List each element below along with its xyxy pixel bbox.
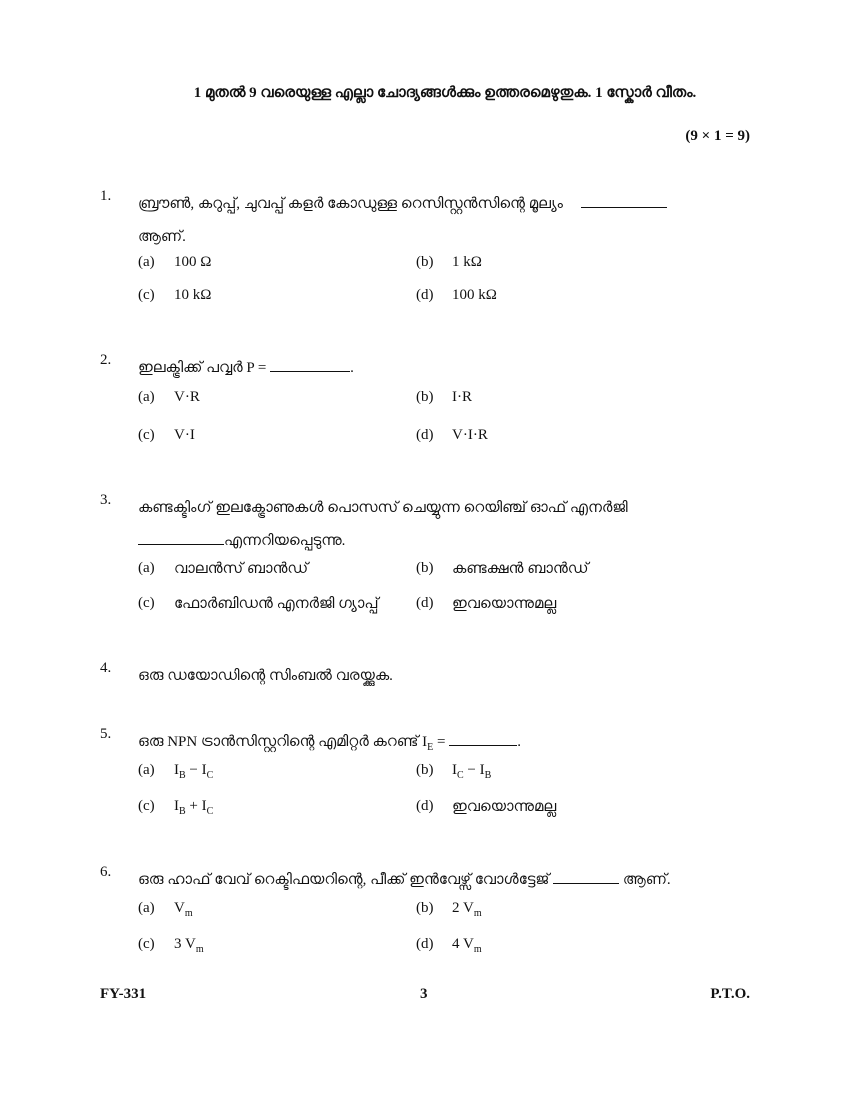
q2-option-c [138,427,195,444]
option-label: (a) [138,900,155,916]
option-text: വാലൻസ് ബാൻഡ് [174,561,309,577]
question-number: 1. [100,188,112,204]
option-label: (b) [416,254,434,270]
option-text: I·R [452,389,472,405]
option-text: 3 $V_m$ [174,936,204,955]
option-label: (b) [416,560,434,576]
answer-blank [581,195,667,208]
option-label: (a) [138,254,155,270]
option-label: (d) [416,287,434,303]
q1-option-a [138,254,211,271]
question-number: 3. [100,492,112,508]
option-label: (c) [138,287,155,303]
option-label: (d) [416,427,434,443]
question-stem-end: . [517,734,521,750]
option-label: (a) [138,560,155,576]
option-text: $I_B - I_C$ [174,762,214,781]
q2-option-b [416,389,472,406]
option-label: (c) [138,936,155,952]
question-stem-end: ആണ്. [622,872,671,888]
question-stem-end: ആണ്. [138,229,186,245]
equals-sign: = [433,734,450,750]
option-text: 1 kΩ [452,254,482,270]
answer-blank [138,532,224,545]
question-stem-end: . [350,360,354,376]
q3-option-d [416,595,556,613]
please-turn-over: P.T.O. [710,986,750,1002]
q6-option-d [416,936,482,955]
option-label: (d) [416,798,434,814]
option-text: V·I·R [452,427,488,443]
option-text: $I_B + I_C$ [174,798,214,817]
question-number: 5. [100,726,112,742]
question-stem: ഒരു ഹാഫ് വേവ് റെക്ടിഫയറിന്റെ, പീക്ക് ഇൻവേഴ്സ് വോൾട്ടേജ് [138,872,550,888]
option-text: 4 $V_m$ [452,936,482,955]
page-number: 3 [420,986,428,1002]
instruction-text: 1 മുതൽ 9 വരെയുള്ള എല്ലാ ചോദ്യങ്ങൾക്കും ഉത്തരമെഴുതുക. 1 സ്കോർ വീതം. [193,85,697,101]
option-text: V·R [174,389,200,405]
option-label: (d) [416,936,434,952]
option-text: ഫോർബിഡൻ എനർജി ഗ്യാപ്പ് [174,596,379,612]
option-text: $V_m$ [174,900,193,919]
option-label: (d) [416,595,434,611]
question-stem: ഒരു NPN ട്രാൻസിസ്റ്ററിന്റെ എമിറ്റർ കറണ്ട് I [138,734,428,750]
option-text: 10 kΩ [174,287,212,303]
option-text: 100 kΩ [452,287,497,303]
q1-option-b [416,254,482,271]
marks-allocation: (9 × 1 = 9) [685,128,750,144]
question-text [138,492,728,558]
q3-option-a [138,560,308,578]
question-text [138,352,728,385]
question-text [138,864,758,897]
option-label: (a) [138,762,155,778]
option-label: (b) [416,389,434,405]
answer-blank [449,733,517,746]
option-label: (c) [138,798,155,814]
question-stem: ഇലക്ട്രിക്ക് പവ്വർ P = [138,360,271,376]
option-label: (b) [416,900,434,916]
q1-option-d [416,287,497,304]
q6-option-c [138,936,204,955]
subscript: E [427,742,434,753]
option-text: 100 Ω [174,254,212,270]
option-text: V·I [174,427,195,443]
option-text: ഇവയൊന്നുമല്ല [452,596,557,612]
option-text: കണ്ടക്ഷൻ ബാൻഡ് [452,561,589,577]
paper-code: FY-331 [100,986,147,1002]
answer-blank [270,359,350,372]
q6-option-a [138,900,193,919]
question-number: 2. [100,352,112,368]
option-label: (c) [138,595,155,611]
q2-option-a [138,389,200,406]
q1-option-c [138,287,211,304]
question-stem: കണ്ടക്ടിംഗ് ഇലക്ട്രോണുകൾ പൊസസ് ചെയ്യുന്ന റെയിഞ്ച് ഓഫ് എനർജി [138,500,628,516]
question-number: 6. [100,864,112,880]
option-label: (a) [138,389,155,405]
answer-blank [553,871,619,884]
q6-option-b [416,900,482,919]
option-label: (b) [416,762,434,778]
q5-option-c [138,798,213,817]
q2-option-d [416,427,488,444]
q5-option-b [416,762,491,781]
option-text: ഇവയൊന്നുമല്ല [452,799,557,815]
question-text [138,188,728,254]
q5-option-a [138,762,213,781]
question-number: 4. [100,660,112,676]
option-text: $I_C - I_B$ [452,762,492,781]
q3-option-c [138,595,379,613]
option-text: 2 $V_m$ [452,900,482,919]
question-stem-end: എന്നറിയപ്പെടുന്നു. [224,533,346,549]
q3-option-b [416,560,588,578]
q5-option-d [416,798,556,816]
option-label: (c) [138,427,155,443]
question-text [138,726,728,764]
question-text: ഒരു ഡയോഡിന്റെ സിംബൽ വരയ്ക്കുക. [138,668,393,684]
question-stem: ബ്രൗൺ, കറുപ്പ്, ചുവപ്പ് കളർ കോഡുള്ള റെസിസ്റ്റൻസിന്റെ മൂല്യം [138,196,563,212]
